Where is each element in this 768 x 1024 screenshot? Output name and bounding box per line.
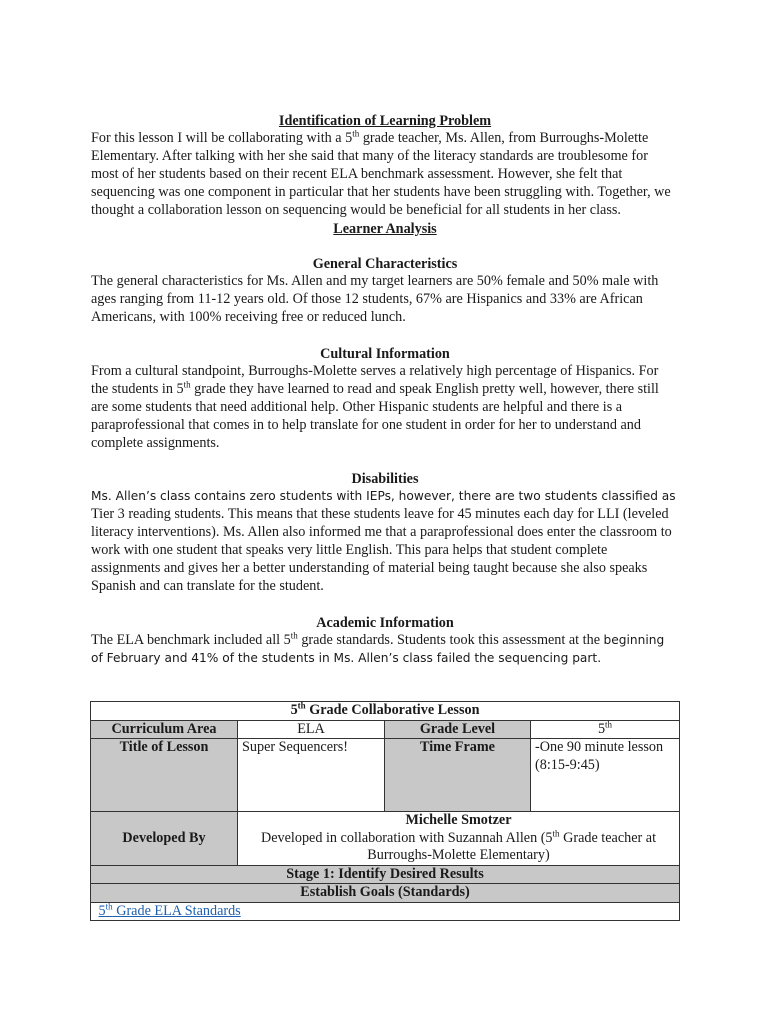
standards-cell — [91, 902, 680, 921]
developer-name: Michelle Smotzer — [405, 812, 512, 828]
lesson-title-value: Super Sequencers! — [238, 739, 385, 812]
lesson-title-label: Title of Lesson — [91, 739, 238, 812]
developed-by-value — [238, 812, 680, 866]
heading-disabilities: Disabilities — [351, 471, 419, 488]
paragraph-learning-problem: For this lesson I will be collaborating with a 5th grade teacher, Ms. Allen, from Burroughs-Molette Elementary. After talking with her she said that many of the literacy standards are troublesome for most of her students based on their recent ELA benchmark assessment. However, she felt that sequencing was one component in particular that her students have been struggling with. Together, we thought a collaboration lesson on sequencing would be beneficial for all students in her class. — [91, 128, 671, 218]
grade-level-label: Grade Level — [385, 720, 531, 739]
paragraph-cultural-information: From a cultural standpoint, Burroughs-Molette serves a relatively high percentage of Hispanics. For the students in 5th grade they have learned to read and speak English pretty well, however, there still are some students that need additional help. Other Hispanic students are helpful and there is a paraprofessional that comes in to help translate for one student in order for her to understand and complete assignments. — [91, 363, 659, 451]
curriculum-area-label: Curriculum Area — [91, 720, 238, 739]
curriculum-area-value: ELA — [238, 720, 385, 739]
standards-link[interactable]: 5th Grade ELA Standards — [98, 900, 241, 919]
paragraph-disabilities: Ms. Allen’s class contains zero students with IEPs, however, there are two students classified as Tier 3 reading students. This means that these students leave for 45 minutes each day for LLI (leveled literacy interventions). Ms. Allen also informed me that a paraprofessional does enter the classroom to work with one student that speaks very little English. This para helps that student complete assignments and gives her a better understanding of material being taught because she also speaks Spanish and can translate for the student. — [91, 489, 676, 594]
table-title: 5th Grade Collaborative Lesson — [91, 702, 680, 721]
heading-cultural-information: Cultural Information — [320, 346, 450, 363]
paragraph-academic-information: The ELA benchmark included all 5th grade standards. Students took this assessment at the beginning of February and 41% of the students in Ms. Allen’s class failed the sequencing part. — [91, 630, 665, 665]
grade-level-value: 5th — [531, 720, 680, 739]
heading-learner-analysis: Learner Analysis — [333, 220, 437, 237]
time-frame-label: Time Frame — [385, 739, 531, 812]
time-frame-value: -One 90 minute lesson (8:15-9:45) — [531, 739, 680, 812]
heading-academic-information: Academic Information — [316, 614, 454, 631]
developed-by-label: Developed By — [91, 812, 238, 866]
paragraph-general-characteristics: The general characteristics for Ms. Allen and my target learners are 50% female and 50% male with ages ranging from 11-12 years old. Of those 12 students, 67% are Hispanics and 33% are African Americans, with 100% receiving free or reduced lunch. — [91, 273, 659, 326]
stage1-header: Stage 1: Identify Desired Results — [91, 865, 680, 884]
heading-general-characteristics: General Characteristics — [312, 256, 458, 273]
goals-header: Establish Goals (Standards) — [91, 884, 680, 903]
lesson-plan-table — [90, 701, 680, 921]
collaboration-note: Developed in collaboration with Suzannah Allen (5th Grade teacher at Burroughs-Molette Elementary) — [260, 827, 657, 863]
document-body — [91, 112, 679, 668]
heading-learning-problem: Identification of Learning Problem — [278, 113, 492, 129]
